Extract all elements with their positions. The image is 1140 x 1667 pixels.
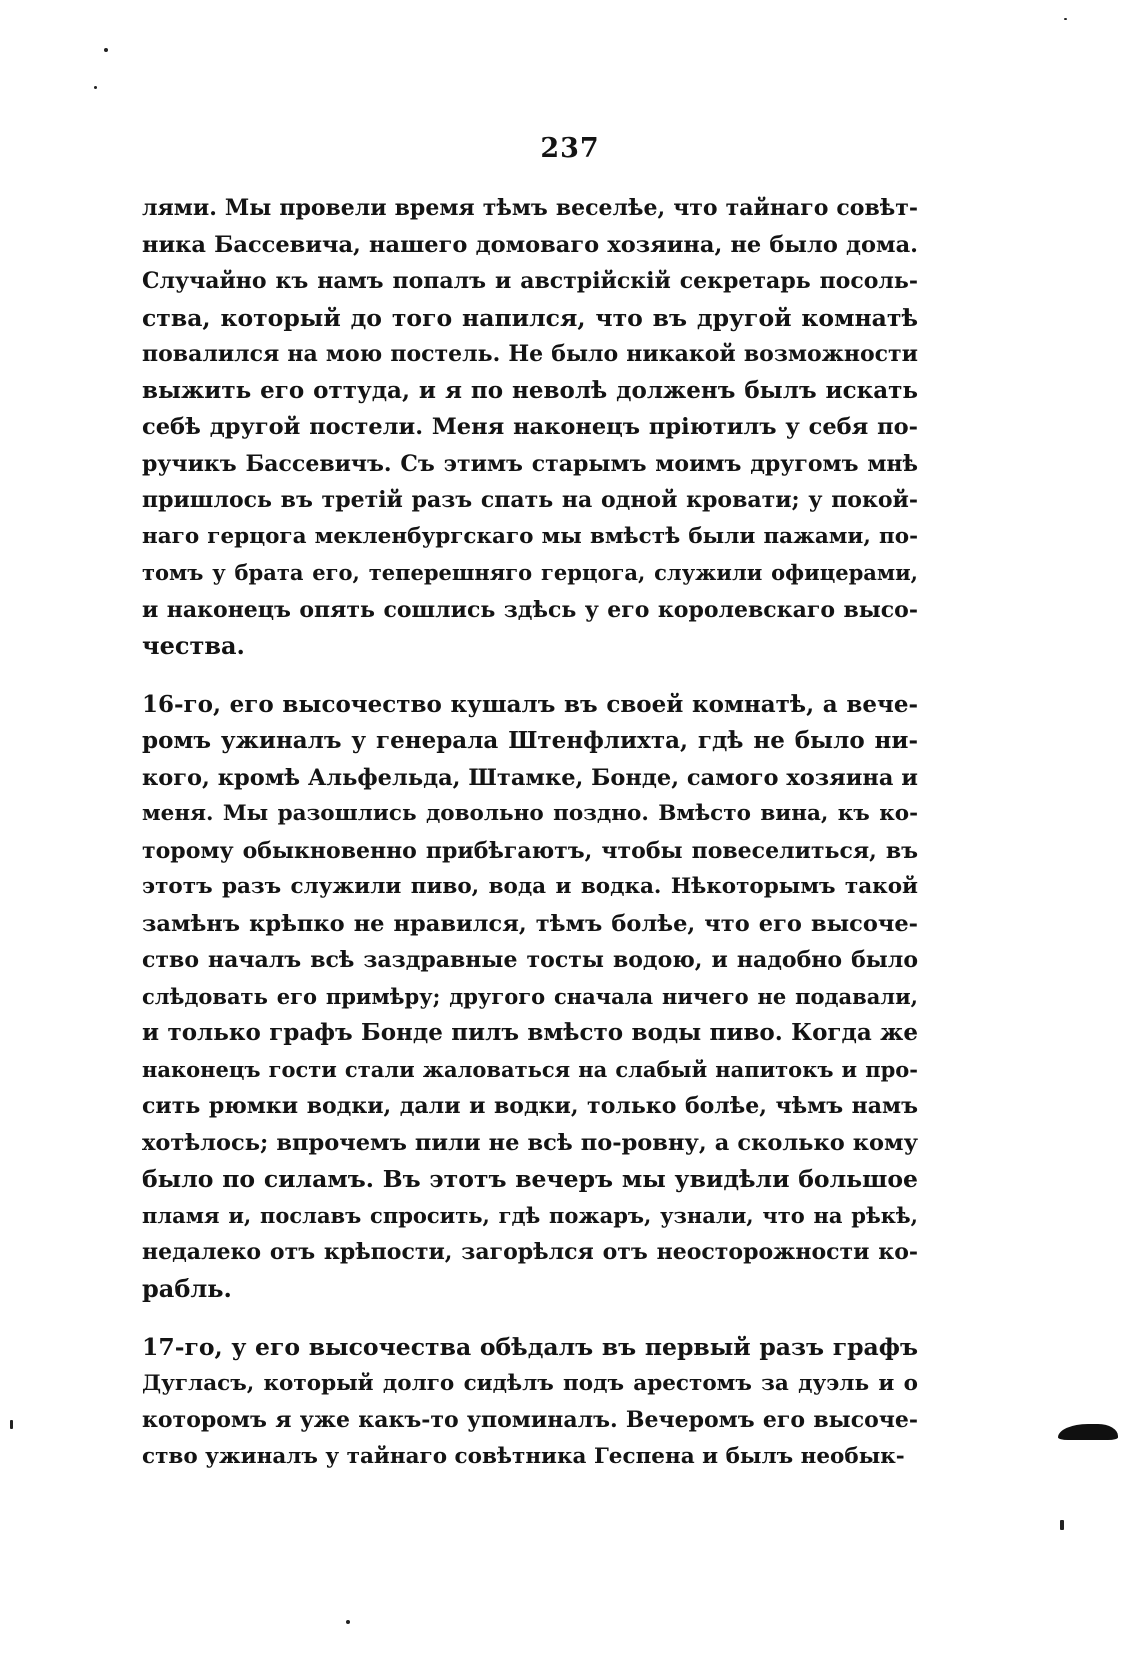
text-line: выжить его оттуда, и я по неволѣ долженъ былъ искать [142,376,918,404]
text-line: торому обыкновенно прибѣгаютъ, чтобы повеселиться, въ [142,837,918,864]
text-line: 16-го, его высочество кушалъ въ своей комнатѣ, а вече- [142,690,918,718]
page-number: 237 [540,133,600,164]
paragraph [142,1329,918,1475]
text-line: меня. Мы разошлись довольно поздно. Вмѣсто вина, къ ко- [142,801,918,826]
scan-speck [10,1420,13,1429]
text-line: которомъ я уже какъ-то упоминалъ. Вечеромъ его высоче- [142,1407,918,1433]
text-line: ника Бассевича, нашего домоваго хозяина, не было дома. [142,231,918,258]
text-line: этотъ разъ служили пиво, вода и водка. Нѣкоторымъ такой [142,874,918,899]
text-line: замѣнъ крѣпко не нравился, тѣмъ болѣе, что его высоче- [142,910,918,937]
text-line: кого, кромѣ Альфельда, Штамке, Бонде, самого хозяина и [142,764,918,791]
text-line: ромъ ужиналъ у генерала Штенфлихта, гдѣ не было ни- [142,727,918,754]
text-line: было по силамъ. Въ этотъ вечеръ мы увидѣли большое [142,1165,918,1193]
scan-speck [1064,18,1067,20]
text-line: сить рюмки водки, дали и водки, только болѣе, чѣмъ намъ [142,1093,918,1119]
scan-speck [346,1620,350,1624]
text-line: и наконецъ опять сошлись здѣсь у его королевскаго высо- [142,596,918,623]
paragraph [142,687,918,1308]
scan-speck [104,48,108,52]
paragraph-gap [142,1307,918,1329]
text-line: слѣдовать его примѣру; другого сначала ничего не подавали, [142,983,918,1009]
text-line: наконецъ гости стали жаловаться на слабый напитокъ и про- [142,1056,918,1082]
text-line: недалеко отъ крѣпости, загорѣлся отъ неосторожности ко- [142,1239,918,1265]
text-line: повалился на мою постель. Не было никакой возможности [142,341,918,367]
text-line: Дугласъ, который долго сидѣлъ подъ арестомъ за дуэль и о [142,1370,918,1396]
text-line: ства, который до того напился, что въ другой комнатѣ [142,303,918,332]
text-line: чества. [142,631,245,660]
text-line: рабль. [142,1273,232,1303]
text-line: наго герцога мекленбургскаго мы вмѣстѣ были пажами, по- [142,523,918,549]
text-line: и только графъ Бонде пилъ вмѣсто воды пиво. Когда же [142,1019,918,1046]
scan-speck [94,86,97,89]
text-line: 17-го, у его высочества обѣдалъ въ первый разъ графъ [142,1333,918,1361]
paragraph [142,190,918,665]
text-line: лями. Мы провели время тѣмъ веселѣе, что тайнаго совѣт- [142,195,918,221]
text-line: Случайно къ намъ попалъ и австрійскій секретарь посоль- [142,268,918,294]
ink-blot [1058,1424,1118,1440]
paragraph-gap [142,665,918,687]
text-line: пламя и, пославъ спросить, гдѣ пожаръ, узнали, что на рѣкѣ, [142,1202,918,1228]
scan-speck [1060,1520,1064,1530]
text-line: ство ужиналъ у тайнаго совѣтника Геспена и былъ необык- [142,1443,905,1469]
text-line: пришлось въ третій разъ спать на одной кровати; у покой- [142,487,918,513]
text-line: томъ у брата его, теперешняго герцога, служили офицерами, [142,560,918,585]
text-line: ство началъ всѣ заздравные тосты водою, и надобно было [142,947,918,973]
text-line: ручикъ Бассевичъ. Съ этимъ старымъ моимъ другомъ мнѣ [142,450,918,477]
text-line: себѣ другой постели. Меня наконецъ пріютилъ у себя по- [142,414,918,440]
text-line: хотѣлось; впрочемъ пили не всѣ по-ровну, а сколько кому [142,1129,918,1156]
text-body [142,190,918,1475]
